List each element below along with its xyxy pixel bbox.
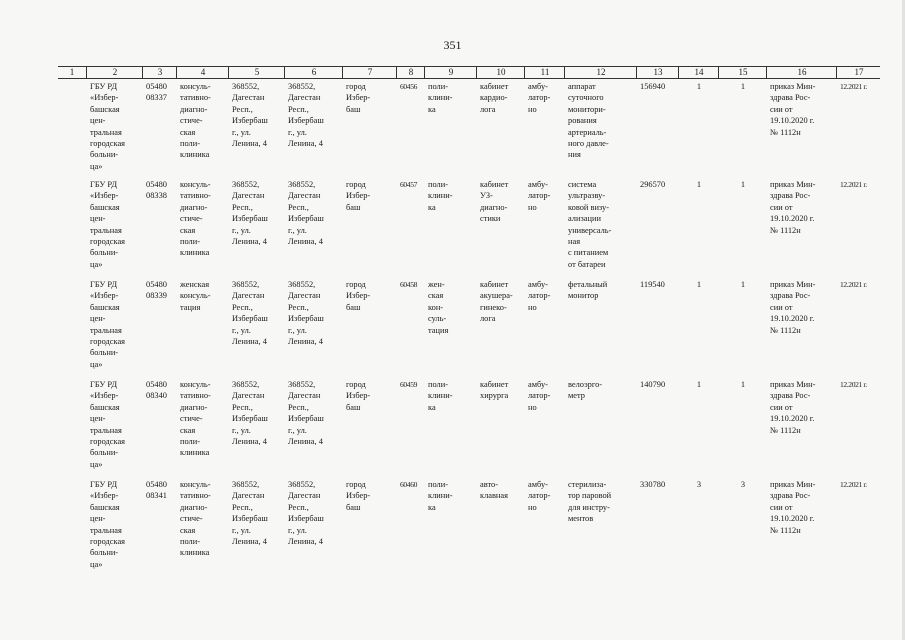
order-cell: приказ Мин- здрава Рос- сии от 19.10.2020 г. № 1112н — [770, 380, 816, 435]
page-number: 351 — [443, 38, 462, 52]
quantity-cell: 1 — [696, 280, 702, 289]
settlement-cell: город Избер- баш — [346, 180, 371, 212]
equipment-table — [58, 66, 880, 577]
organization-cell: ГБУ РД «Избер- башская цен- тральная городская больни- ца» — [90, 180, 126, 269]
equipment-cell: аппарат суточного монитори- рования артериаль- ного давле- ния — [568, 82, 609, 160]
code-cell: 05480 08341 — [146, 480, 167, 501]
unit-cell: консуль- тативно- диагно- стиче- ская поли- клиника — [180, 480, 211, 558]
settlement-cell: город Избер- баш — [346, 82, 371, 114]
column-number-10: 10 — [476, 67, 525, 78]
equipment-cell: система ультразву- ковой визу- ализации универсаль- ная с питанием от батареи — [568, 180, 612, 269]
unit-cell: консуль- тативно- диагно- стиче- ская поли- клиника — [180, 180, 211, 258]
organization-cell: ГБУ РД «Избер- башская цен- тральная городская больни- ца» — [90, 280, 126, 369]
order-cell: приказ Мин- здрава Рос- сии от 19.10.2020 г. № 1112н — [770, 280, 816, 335]
quantity-total-cell: 1 — [740, 280, 746, 289]
column-number-13: 13 — [636, 67, 679, 78]
room-cell: кабинет акушера- гинеко- лога — [480, 280, 513, 324]
quantity-total-cell: 3 — [740, 480, 746, 489]
table-row — [58, 277, 880, 377]
date-cell: 12.2021 г. — [840, 480, 867, 489]
record-number-cell: 60460 — [400, 480, 417, 489]
care-type-cell: амбу- латор- но — [528, 180, 551, 212]
legal-address-cell: 368552, Дагестан Респ., Избербаш г., ул. Ленина, 4 — [232, 480, 268, 547]
division-cell: поли- клини- ка — [428, 480, 453, 512]
column-number-11: 11 — [524, 67, 565, 78]
legal-address-cell: 368552, Дагестан Респ., Избербаш г., ул. Ленина, 4 — [232, 180, 268, 247]
column-number-2: 2 — [86, 67, 143, 78]
price-cell: 119540 — [640, 280, 665, 289]
order-cell: приказ Мин- здрава Рос- сии от 19.10.2020 г. № 1112н — [770, 480, 816, 535]
room-cell: кабинет кардио- лога — [480, 82, 509, 114]
quantity-total-cell: 1 — [740, 82, 746, 91]
legal-address-cell: 368552, Дагестан Респ., Избербаш г., ул. Ленина, 4 — [232, 380, 268, 447]
column-number-14: 14 — [678, 67, 719, 78]
record-number-cell: 60458 — [400, 280, 417, 289]
quantity-total-cell: 1 — [740, 380, 746, 389]
column-number-16: 16 — [766, 67, 837, 78]
column-number-12: 12 — [564, 67, 637, 78]
price-cell: 296570 — [640, 180, 666, 189]
actual-address-cell: 368552, Дагестан Респ., Избербаш г., ул. Ленина, 4 — [288, 480, 324, 547]
division-cell: поли- клини- ка — [428, 380, 453, 412]
column-number-3: 3 — [142, 67, 177, 78]
column-number-15: 15 — [718, 67, 767, 78]
actual-address-cell: 368552, Дагестан Респ., Избербаш г., ул. Ленина, 4 — [288, 380, 324, 447]
actual-address-cell: 368552, Дагестан Респ., Избербаш г., ул. Ленина, 4 — [288, 280, 324, 347]
settlement-cell: город Избер- баш — [346, 280, 371, 312]
legal-address-cell: 368552, Дагестан Респ., Избербаш г., ул. Ленина, 4 — [232, 82, 268, 149]
actual-address-cell: 368552, Дагестан Респ., Избербаш г., ул. Ленина, 4 — [288, 180, 324, 247]
table-row — [58, 177, 880, 277]
code-cell: 05480 08340 — [146, 380, 167, 401]
column-number-5: 5 — [228, 67, 285, 78]
quantity-total-cell: 1 — [740, 180, 746, 189]
record-number-cell: 60459 — [400, 380, 417, 389]
organization-cell: ГБУ РД «Избер- башская цен- тральная городская больни- ца» — [90, 380, 126, 469]
equipment-cell: стерилиза- тор паровой для инстру- ментов — [568, 480, 612, 524]
equipment-cell: велоэрго- метр — [568, 380, 603, 401]
date-cell: 12.2021 г. — [840, 280, 867, 289]
table-body — [58, 79, 880, 577]
column-number-header-row — [58, 66, 880, 79]
legal-address-cell: 368552, Дагестан Респ., Избербаш г., ул. Ленина, 4 — [232, 280, 268, 347]
price-cell: 330780 — [640, 480, 666, 489]
price-cell: 140790 — [640, 380, 666, 389]
column-number-8: 8 — [396, 67, 425, 78]
care-type-cell: амбу- латор- но — [528, 82, 551, 114]
record-number-cell: 60456 — [400, 82, 417, 91]
column-number-4: 4 — [176, 67, 229, 78]
column-number-7: 7 — [342, 67, 397, 78]
column-number-17: 17 — [836, 67, 881, 78]
care-type-cell: амбу- латор- но — [528, 480, 551, 512]
room-cell: кабинет УЗ- диагно- стики — [480, 180, 509, 224]
division-cell: жен- ская кон- суль- тация — [428, 280, 449, 335]
organization-cell: ГБУ РД «Избер- башская цен- тральная городская больни- ца» — [90, 480, 126, 569]
actual-address-cell: 368552, Дагестан Респ., Избербаш г., ул. Ленина, 4 — [288, 82, 324, 149]
unit-cell: консуль- тативно- диагно- стиче- ская поли- клиника — [180, 82, 211, 160]
care-type-cell: амбу- латор- но — [528, 380, 551, 412]
record-number-cell: 60457 — [400, 180, 417, 189]
organization-cell: ГБУ РД «Избер- башская цен- тральная городская больни- ца» — [90, 82, 126, 171]
table-row — [58, 477, 880, 577]
quantity-cell: 1 — [696, 180, 702, 189]
settlement-cell: город Избер- баш — [346, 480, 371, 512]
division-cell: поли- клини- ка — [428, 82, 453, 114]
price-cell: 156940 — [640, 82, 666, 91]
date-cell: 12.2021 г. — [840, 180, 867, 189]
unit-cell: женская консуль- тация — [180, 280, 211, 312]
division-cell: поли- клини- ка — [428, 180, 453, 212]
quantity-cell: 1 — [696, 380, 702, 389]
equipment-cell: фетальный монитор — [568, 280, 608, 301]
quantity-cell: 1 — [696, 82, 702, 91]
code-cell: 05480 08339 — [146, 280, 167, 301]
order-cell: приказ Мин- здрава Рос- сии от 19.10.2020 г. № 1112н — [770, 82, 816, 137]
date-cell: 12.2021 г. — [840, 82, 867, 91]
code-cell: 05480 08337 — [146, 82, 167, 103]
column-number-6: 6 — [284, 67, 343, 78]
table-row — [58, 377, 880, 477]
date-cell: 12.2021 г. — [840, 380, 867, 389]
settlement-cell: город Избер- баш — [346, 380, 371, 412]
column-number-1: 1 — [69, 67, 75, 77]
unit-cell: консуль- тативно- диагно- стиче- ская поли- клиника — [180, 380, 211, 458]
column-number-9: 9 — [424, 67, 477, 78]
order-cell: приказ Мин- здрава Рос- сии от 19.10.2020 г. № 1112н — [770, 180, 816, 235]
care-type-cell: амбу- латор- но — [528, 280, 551, 312]
code-cell: 05480 08338 — [146, 180, 167, 201]
quantity-cell: 3 — [696, 480, 702, 489]
table-row — [58, 79, 880, 179]
room-cell: кабинет хирурга — [480, 380, 509, 401]
room-cell: авто- клавная — [480, 480, 508, 501]
